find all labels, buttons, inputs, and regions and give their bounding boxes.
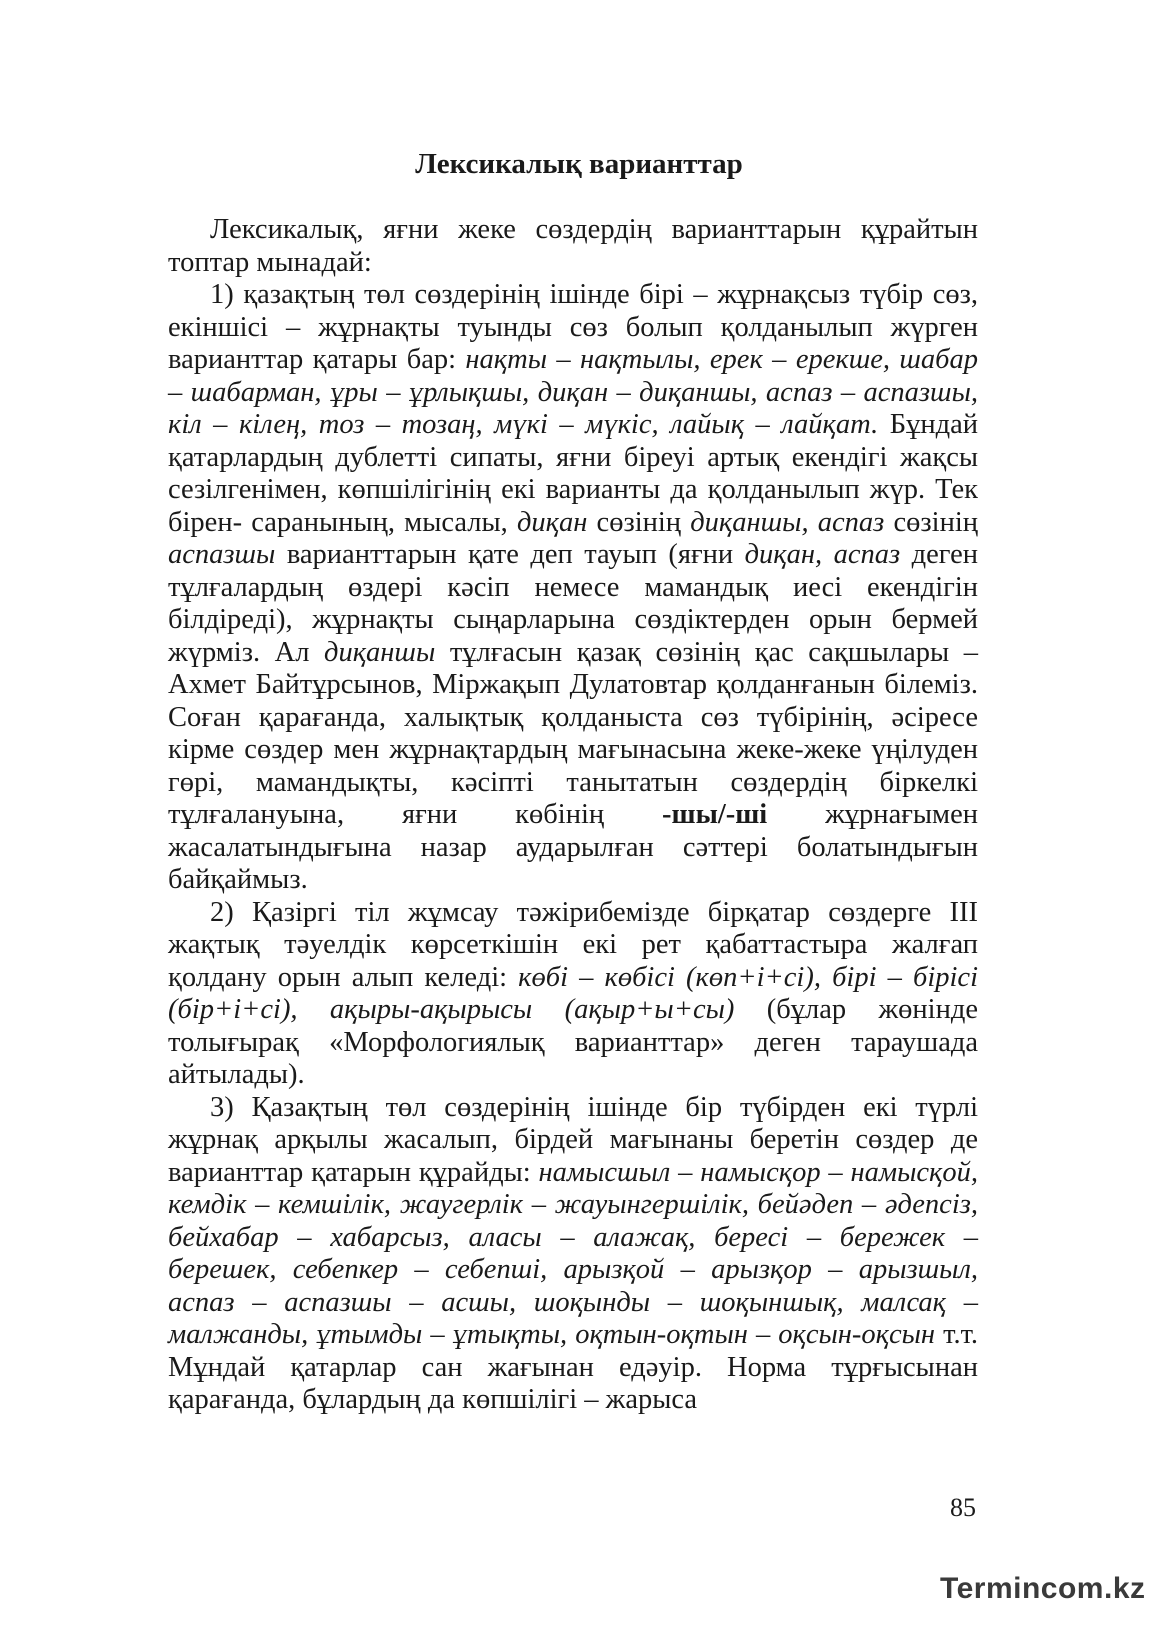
italic-run: диқан (516, 506, 588, 538)
termincom-logo: Termincom.kz (940, 1572, 1146, 1605)
text-run: Бұндай қатарлардың дублетті сипаты, яғни біреуі артық екендігі жақсы сезілгенімен, көпшілігінің екі варианты да қолданылып жүр. Тек бірен- саранының, мысалы, (168, 409, 978, 538)
text-run: сөзінің (884, 506, 978, 538)
page-title: Лексикалық варианттар (415, 148, 743, 180)
text-run: т.т. Мұндай қатарлар сан жағынан едәуір. Норма тұрғысынан қарағанда, бұлардың да көпшілігі – жарыса (168, 1319, 979, 1415)
text-run: деген тұлғалардың өздері кәсіп немесе мамандық иесі екендігін білдіреді), жұрнақты сыңарларына сөздіктерден орын бермей жүрміз. Ал (168, 539, 979, 668)
paragraph (168, 214, 978, 279)
italic-run: аспазшы (168, 539, 276, 570)
text-run: 1) қазақтың төл сөздерінің ішінде бірі – жұрнақсыз түбір сөз, екіншісі – жұрнақты туынды сөз болып қолданылып жүрген варианттар қатары бар: (168, 279, 978, 375)
body-text (168, 214, 978, 1417)
italic-run: диқаншы, аспаз (690, 506, 885, 538)
text-run: тұлғасын қазақ сөзінің қас сақшылары – Ахмет Байтұрсынов, Міржақып Дулатовтар қолданғанын білеміз. Соған қарағанда, халықтық қолданыста сөз түбірінің, әсіресе кірме сөздер мен жұрнақтардың мағынасына жеке-жеке үңілуден гөрі, мамандықты, кәсіпті танытатын сөздердің біркелкі тұлғалануына, яғни көбінің (168, 636, 978, 830)
paragraph (168, 1092, 978, 1417)
text-run: жұрнағымен жасалатындығына назар аударылған сәттері болатындығын байқаймыз. (168, 799, 978, 895)
italic-run: намысшыл – намысқор – намысқой, кемдік – кемшілік, жаугерлік – жауынгершілік, бейәдеп – әдепсіз, бейхабар – хабарсыз, аласы – алажақ, бересі – бережек – берешек, себепкер – себепші, арызқой – арызқор – арызшыл, аспаз – аспазшы – асшы, шоқынды – шоқыншық, малсақ – малжанды, ұтымды – ұтықты, оқтын-оқтын – оқсын-оқсын (168, 1156, 978, 1350)
text-run: варианттарын қате деп тауып (яғни (275, 539, 745, 570)
paragraph (168, 279, 978, 897)
page-number: 85 (950, 1493, 976, 1522)
text-run: 3) Қазақтың төл сөздерінің ішінде бір түбірден екі түрлі жұрнақ арқылы жасалып, бірдей мағынаны беретін сөздер де варианттар қатарын құрайды: (168, 1091, 978, 1188)
paragraph (168, 897, 978, 1092)
text-run: (бұлар жөнінде толығырақ «Морфологиялық варианттар» деген тараушада айтылады). (168, 994, 978, 1090)
text-run: Лексикалық, яғни жеке сөздердің варианттарын құрайтын топтар мынадай: (168, 214, 978, 278)
text-run: сөзінің (587, 506, 691, 538)
italic-run: нақты – нақтылы, ерек – ерекше, шабар – шабарман, ұры – ұрлықшы, диқан – диқаншы, аспаз – аспазшы, кіл – кілең, тоз – тозаң, мүкі – мүкіс, лайық – лайқат. (168, 344, 978, 440)
italic-run: диқан, аспаз (744, 539, 901, 570)
text-run: 2) Қазіргі тіл жұмсау тәжірибемізде бірқатар сөздерге ІІІ жақтық тәуелдік көрсеткішін екі рет қабаттастыра жалғап қолдану орын алып келеді: (168, 896, 978, 993)
italic-run: диқаншы (324, 636, 436, 668)
italic-run: көбі – көбісі (көп+і+сі), бірі – бірісі (бір+і+сі), ақыры-ақырысы (ақыр+ы+сы) (168, 961, 978, 1025)
bold-run: -шы/-ші (662, 799, 768, 830)
